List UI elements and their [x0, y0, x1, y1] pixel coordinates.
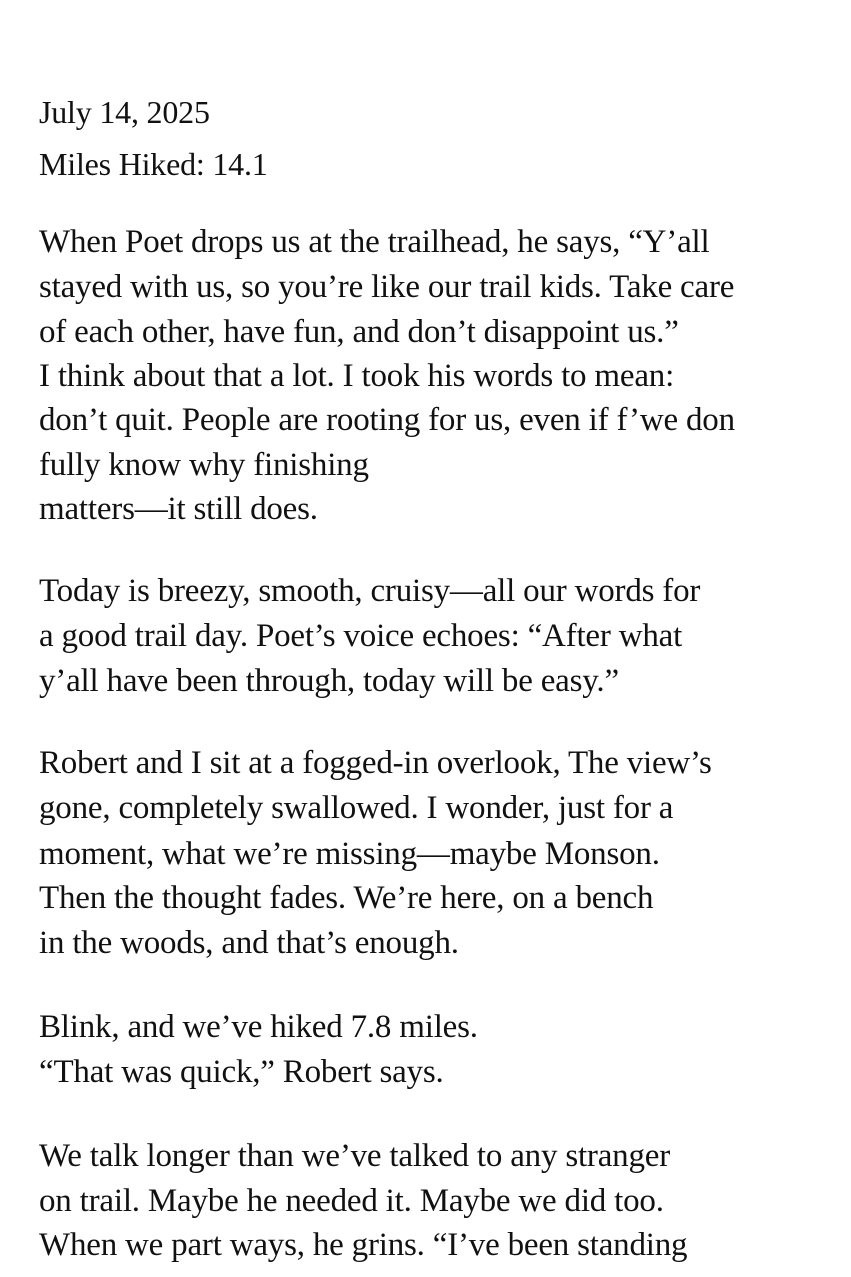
paragraph-5-line-3: When we part ways, he grins. “I’ve been standing — [39, 1227, 688, 1263]
paragraph-1-line-5: don’t quit. People are rooting for us, even if f’we don — [39, 402, 735, 438]
paragraph-1-line-7: matters—it still does. — [39, 491, 318, 527]
miles-hiked: Miles Hiked: 14.1 — [39, 146, 268, 182]
entry-date: July 14, 2025 — [39, 94, 210, 130]
paragraph-1-line-4: I think about that a lot. I took his words to mean: — [39, 358, 675, 394]
paragraph-1-line-2: stayed with us, so you’re like our trail kids. Take care — [39, 269, 735, 305]
paragraph-1-line-1: When Poet drops us at the trailhead, he says, “Y’all — [39, 224, 710, 260]
paragraph-3-line-4: Then the thought fades. We’re here, on a bench — [39, 880, 654, 916]
paragraph-4-line-1: Blink, and we’ve hiked 7.8 miles. — [39, 1009, 478, 1045]
paragraph-2-line-1: Today is breezy, smooth, cruisy—all our words for — [39, 573, 701, 609]
paragraph-2-line-3: y’all have been through, today will be easy.” — [39, 663, 619, 699]
paragraph-3-line-2: gone, completely swallowed. I wonder, just for a — [39, 790, 674, 826]
paragraph-4-line-2: “That was quick,” Robert says. — [39, 1054, 444, 1090]
paragraph-3-line-1: Robert and I sit at a fogged-in overlook, The view’s — [39, 745, 712, 781]
paragraph-5-line-1: We talk longer than we’ve talked to any stranger — [39, 1138, 670, 1174]
paragraph-1-line-6: fully know why finishing — [39, 447, 369, 483]
paragraph-3-line-5: in the woods, and that’s enough. — [39, 925, 459, 961]
paragraph-1-line-3: of each other, have fun, and don’t disappoint us.” — [39, 314, 679, 350]
paragraph-3-line-3: moment, what we’re missing—maybe Monson. — [39, 836, 660, 872]
paragraph-5-line-2: on trail. Maybe he needed it. Maybe we did too. — [39, 1183, 664, 1219]
paragraph-2-line-2: a good trail day. Poet’s voice echoes: “After what — [39, 618, 683, 654]
